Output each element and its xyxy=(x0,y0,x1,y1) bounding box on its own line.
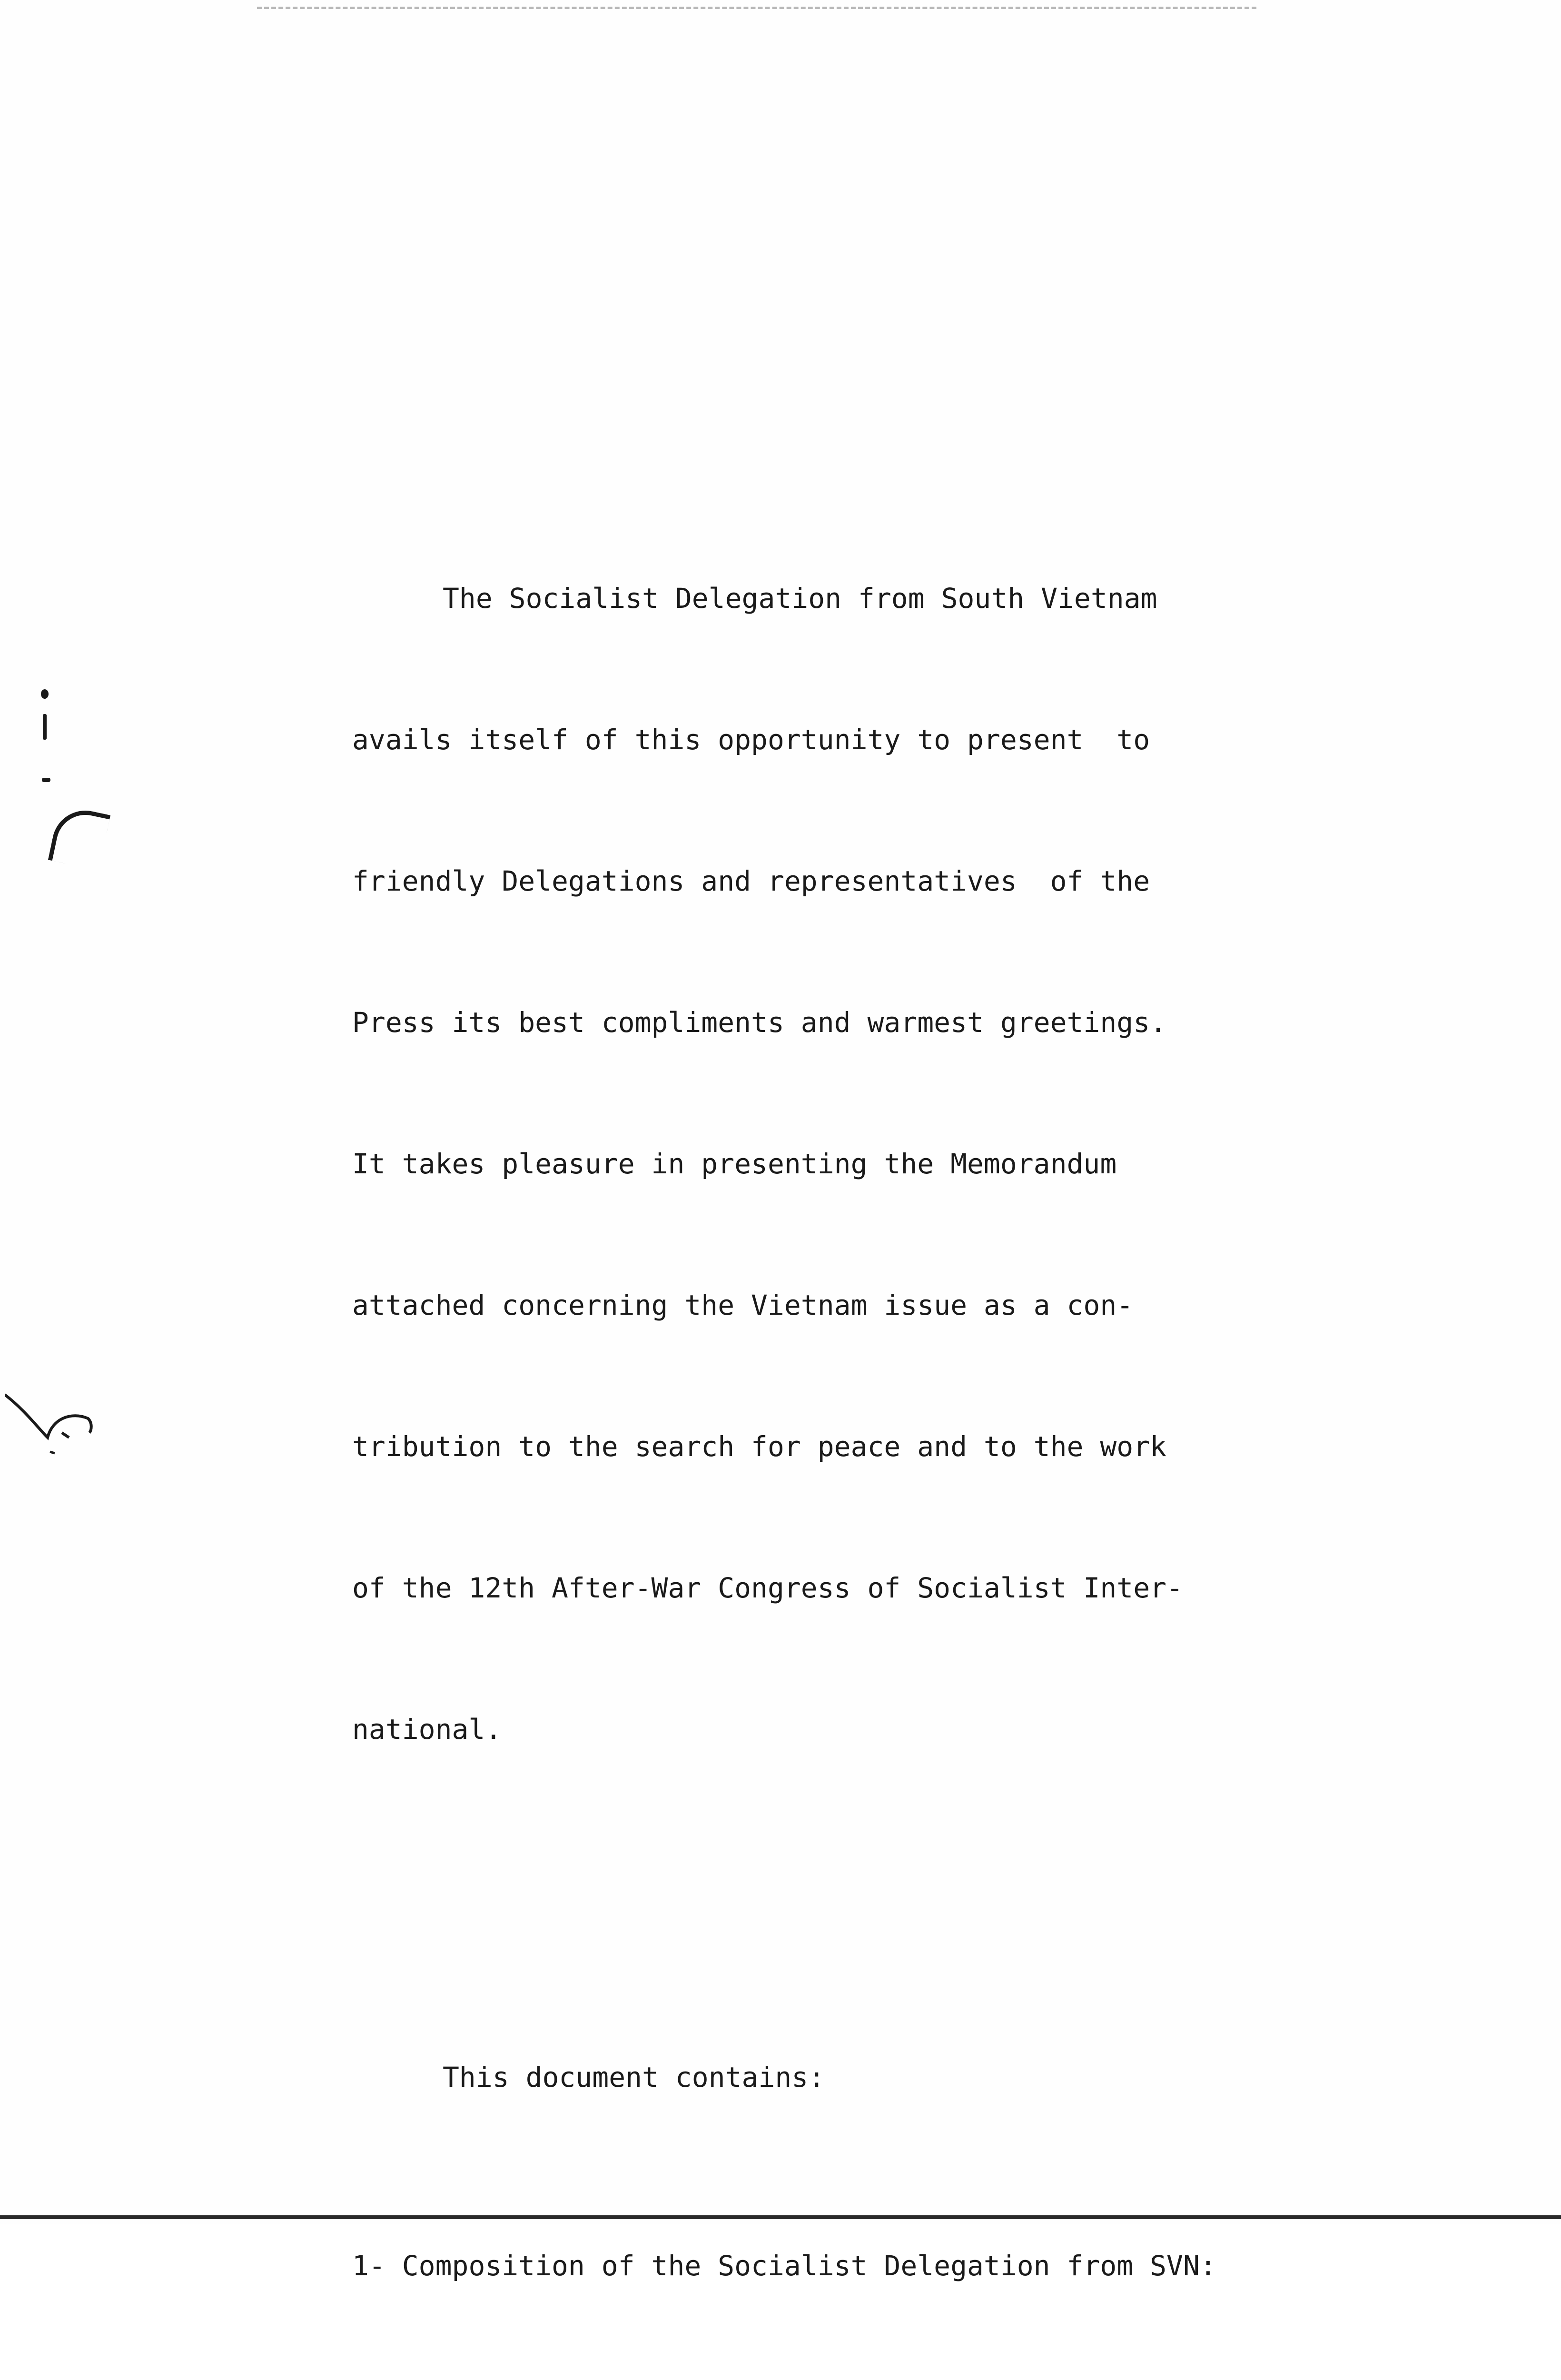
text-line: national. xyxy=(352,1713,502,1745)
text-line: The Socialist Delegation from South Vietnam xyxy=(443,582,1157,615)
text-line: friendly Delegations and representatives of the xyxy=(352,865,1150,897)
contents-item xyxy=(352,2242,1352,2290)
scan-bottom-rule xyxy=(0,2215,1561,2219)
text-line: of the 12th After-War Congress of Socialist Inter- xyxy=(352,1572,1183,1604)
margin-mark xyxy=(41,689,49,699)
margin-scrawl xyxy=(5,1385,95,1457)
margin-mark xyxy=(42,778,50,782)
text-line: Press its best compliments and warmest greetings. xyxy=(352,1006,1167,1039)
item-text: Composition of the Socialist Delegation from SVN: xyxy=(402,2250,1216,2282)
cover-note-body xyxy=(352,481,1352,2380)
text-line: attached concerning the Vietnam issue as a con- xyxy=(352,1289,1134,1321)
item-number: 1- xyxy=(352,2250,385,2282)
text-line: avails itself of this opportunity to present to xyxy=(352,724,1150,756)
margin-mark xyxy=(43,714,47,740)
contents-intro: This document contains: xyxy=(443,2061,825,2093)
text-line: tribution to the search for peace and to the work xyxy=(352,1430,1167,1463)
margin-mark xyxy=(48,804,110,871)
text-line: It takes pleasure in presenting the Memorandum xyxy=(352,1148,1117,1180)
scan-edge-artifact xyxy=(257,7,1256,9)
